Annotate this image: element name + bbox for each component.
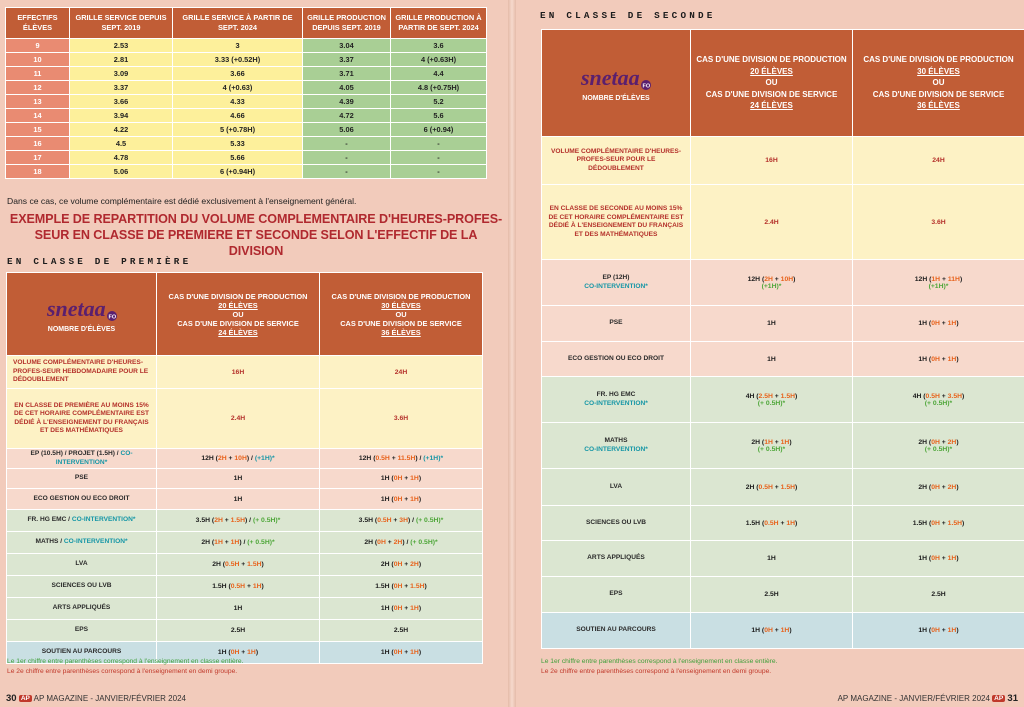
row-label: ECO GESTION OU ECO DROIT (7, 489, 157, 510)
grille-value-cell: 4.78 (70, 151, 173, 165)
grille-row (6, 165, 487, 179)
grille-header-cell: EFFECTIFS ÉLÈVES (6, 8, 70, 39)
value-cell: 2H (0H + 2H) (853, 469, 1024, 506)
grille-value-cell: 5 (+0.78H) (173, 123, 303, 137)
value-cell: 1H (0H + 1H) (320, 489, 483, 510)
footnote-2: Le 2e chiffre entre parenthèses correspond à l'enseignement en demi groupe. (541, 668, 772, 675)
snetaa-logo-icon (43, 295, 121, 325)
grille-value-cell: 6 (+0.94) (391, 123, 487, 137)
effectif-cell: 9 (6, 39, 70, 53)
value-cell: 3.6H (320, 389, 483, 449)
grille-value-cell: 2.81 (70, 53, 173, 67)
grille-value-cell: 5.6 (391, 109, 487, 123)
grille-value-cell: 3.09 (70, 67, 173, 81)
value-cell: 2.5H (853, 577, 1024, 613)
grille-header-cell: GRILLE SERVICE DEPUIS SEPT. 2019 (70, 8, 173, 39)
value-cell: 1H (0H + 1H) (320, 598, 483, 620)
grille-value-cell: 3.66 (70, 95, 173, 109)
snetaa-logo-icon (577, 64, 655, 94)
section-title-seconde: EN CLASSE DE SECONDE (540, 10, 716, 21)
row-label: FR. HG EMC / CO-INTERVENTION* (7, 510, 157, 532)
value-cell: 12H (2H + 10H) (+1H)* (691, 260, 853, 306)
row-label: LVA (7, 554, 157, 576)
effectif-cell: 13 (6, 95, 70, 109)
grille-value-cell: 4.4 (391, 67, 487, 81)
value-cell: 16H (691, 137, 853, 185)
svg-text:FO: FO (642, 83, 651, 89)
grille-value-cell: 4.72 (303, 109, 391, 123)
premiere-table (6, 272, 483, 664)
value-cell: 1.5H (0H + 1.5H) (853, 506, 1024, 541)
grille-value-cell: - (391, 165, 487, 179)
eps-row (542, 577, 1024, 613)
arts-row (542, 541, 1024, 577)
value-cell: 1.5H (0H + 1.5H) (320, 576, 483, 598)
row-label: ARTS APPLIQUÉS (542, 541, 691, 577)
grille-header-cell: GRILLE PRODUCTION DEPUIS SEPT. 2019 (303, 8, 391, 39)
value-cell: 12H (2H + 10H) / (+1H)* (157, 449, 320, 469)
row-label: SCIENCES OU LVB (542, 506, 691, 541)
value-cell: 1H (691, 342, 853, 377)
value-cell: 4H (2.5H + 1.5H) (+ 0.5H)* (691, 377, 853, 423)
value-cell: 1.5H (0.5H + 1H) (157, 576, 320, 598)
column-header-b: CAS D'UNE DIVISION DE PRODUCTION 30 ÉLÈVES OU CAS D'UNE DIVISION DE SERVICE 36 ÉLÈVES (320, 273, 483, 356)
francais-row (7, 510, 483, 532)
grille-value-cell: 3.94 (70, 109, 173, 123)
value-cell: 1H (0H + 1H) (320, 642, 483, 664)
ep-row (542, 260, 1024, 306)
grille-row (6, 67, 487, 81)
page-footer (6, 693, 186, 704)
value-cell: 1H (0H + 1H) (853, 342, 1024, 377)
seconde-table (541, 29, 1024, 649)
value-cell: 3.5H (0.5H + 3H) / (+ 0.5H)* (320, 510, 483, 532)
svg-text:snetaa: snetaa (46, 295, 106, 321)
row-label: MATHS CO-INTERVENTION* (542, 423, 691, 469)
grille-value-cell: 4.39 (303, 95, 391, 109)
value-cell: 1H (0H + 1H) (320, 469, 483, 489)
value-cell: 2.5H (157, 620, 320, 642)
row-label: EN CLASSE DE PREMIÈRE AU MOINS 15% DE CET HORAIRE COMPLÉMENTAIRE EST DÉDIÉ À L'ENSEIGNEMENT DU FRANÇAIS ET DES MATHÉMATIQUES (7, 389, 157, 449)
grille-row (6, 53, 487, 67)
footnote-1: Le 1er chiffre entre parenthèses correspond à l'enseignement en classe entière. (7, 658, 244, 665)
page-title: EXEMPLE DE REPARTITION DU VOLUME COMPLEMENTAIRE D'HEURES-PROFES-SEUR EN CLASSE DE PREMIERE ET SECONDE SELON L'EFFECTIF DE LA DIVISION (9, 212, 503, 258)
value-cell: 12H (1H + 11H) (+1H)* (853, 260, 1024, 306)
grille-value-cell: 2.53 (70, 39, 173, 53)
magazine-issue: AP MAGAZINE - JANVIER/FÉVRIER 2024 (837, 694, 990, 703)
grille-value-cell: 5.06 (70, 165, 173, 179)
grille-value-cell: - (303, 137, 391, 151)
maths-row (542, 423, 1024, 469)
value-cell: 2.5H (320, 620, 483, 642)
magazine-issue: AP MAGAZINE - JANVIER/FÉVRIER 2024 (33, 694, 186, 703)
effectif-cell: 16 (6, 137, 70, 151)
value-cell: 3.5H (2H + 1.5H) / (+ 0.5H)* (157, 510, 320, 532)
grille-row (6, 81, 487, 95)
grille-value-cell: - (391, 137, 487, 151)
grille-row (6, 109, 487, 123)
row-label: SOUTIEN AU PARCOURS (7, 642, 157, 664)
lva-row (7, 554, 483, 576)
grille-header-cell: GRILLE PRODUCTION À PARTIR DE SEPT. 2024 (391, 8, 487, 39)
svg-text:FO: FO (108, 314, 116, 320)
grille-value-cell: 3.04 (303, 39, 391, 53)
grille-value-cell: 4.8 (+0.75H) (391, 81, 487, 95)
value-cell: 24H (853, 137, 1024, 185)
grille-body (6, 39, 487, 179)
row-label: EP (10.5H) / PROJET (1.5H) / CO-INTERVENTION* (7, 449, 157, 469)
grille-value-cell: 5.2 (391, 95, 487, 109)
sciences-row (542, 506, 1024, 541)
header-row (542, 30, 1024, 137)
value-cell: 2H (0H + 2H) / (+ 0.5H)* (320, 532, 483, 554)
ep-row (7, 449, 483, 469)
grille-value-cell: 3.6 (391, 39, 487, 53)
grille-value-cell: 3 (173, 39, 303, 53)
grille-value-cell: 5.06 (303, 123, 391, 137)
grille-value-cell: 3.37 (70, 81, 173, 95)
effectif-cell: 12 (6, 81, 70, 95)
row-label: ECO GESTION OU ECO DROIT (542, 342, 691, 377)
header-row (7, 273, 483, 356)
grille-value-cell: 5.33 (173, 137, 303, 151)
grille-value-cell: 4 (+0.63) (173, 81, 303, 95)
sciences-row (7, 576, 483, 598)
logo-caption: NOMBRE D'ÉLÈVES (582, 94, 650, 102)
effectif-cell: 18 (6, 165, 70, 179)
row-label: SOUTIEN AU PARCOURS (542, 613, 691, 649)
column-header-a: CAS D'UNE DIVISION DE PRODUCTION 20 ÉLÈVES OU CAS D'UNE DIVISION DE SERVICE 24 ÉLÈVES (157, 273, 320, 356)
grille-row (6, 123, 487, 137)
value-cell: 2H (1H + 1H) (+ 0.5H)* (691, 423, 853, 469)
grille-table (5, 7, 487, 179)
svg-text:snetaa: snetaa (581, 64, 640, 90)
row-label: EN CLASSE DE SECONDE AU MOINS 15% DE CET HORAIRE COMPLÉMENTAIRE EST DÉDIÉ À L'ENSEIGNEMENT DU FRANÇAIS ET DES MATHÉMATIQUES (542, 185, 691, 260)
row-label: FR. HG EMC CO-INTERVENTION* (542, 377, 691, 423)
column-header-a: CAS D'UNE DIVISION DE PRODUCTION 20 ÉLÈVES OU CAS D'UNE DIVISION DE SERVICE 24 ÉLÈVES (691, 30, 853, 137)
eco-row (542, 342, 1024, 377)
value-cell: 1.5H (0.5H + 1H) (691, 506, 853, 541)
pse-row (542, 306, 1024, 342)
footnote-2: Le 2e chiffre entre parenthèses correspond à l'enseignement en demi groupe. (7, 668, 238, 675)
arts-row (7, 598, 483, 620)
ap-badge: AP (994, 695, 1004, 702)
grille-value-cell: - (303, 165, 391, 179)
grille-value-cell: 3.37 (303, 53, 391, 67)
row-label: PSE (542, 306, 691, 342)
value-cell: 1H (157, 489, 320, 510)
ap-badge: AP (20, 695, 30, 702)
row-label: EPS (7, 620, 157, 642)
percentage-row (7, 389, 483, 449)
grille-value-cell: - (303, 151, 391, 165)
value-cell: 2H (1H + 1H) / (+ 0.5H)* (157, 532, 320, 554)
row-label: VOLUME COMPLÉMENTAIRE D'HEURES-PROFES-SEUR POUR LE DÉDOUBLEMENT (542, 137, 691, 185)
value-cell: 3.6H (853, 185, 1024, 260)
volume-row (7, 356, 483, 389)
grille-header-row (6, 8, 487, 39)
grille-value-cell: 4.22 (70, 123, 173, 137)
column-header-b: CAS D'UNE DIVISION DE PRODUCTION 30 ÉLÈVES OU CAS D'UNE DIVISION DE SERVICE 36 ÉLÈVES (853, 30, 1024, 137)
soutien-row (542, 613, 1024, 649)
value-cell: 1H (0H + 1H) (853, 541, 1024, 577)
grille-value-cell: 3.71 (303, 67, 391, 81)
value-cell: 1H (0H + 1H) (853, 306, 1024, 342)
value-cell: 12H (0.5H + 11.5H) / (+1H)* (320, 449, 483, 469)
row-label: ARTS APPLIQUÉS (7, 598, 157, 620)
value-cell: 16H (157, 356, 320, 389)
grille-value-cell: 4.05 (303, 81, 391, 95)
effectif-cell: 15 (6, 123, 70, 137)
value-cell: 1H (157, 598, 320, 620)
row-label: EP (12H) CO-INTERVENTION* (542, 260, 691, 306)
grille-value-cell: 6 (+0.94H) (173, 165, 303, 179)
francais-row (542, 377, 1024, 423)
value-cell: 24H (320, 356, 483, 389)
value-cell: 2H (0H + 2H) (320, 554, 483, 576)
value-cell: 2H (0H + 2H) (+ 0.5H)* (853, 423, 1024, 469)
row-label: EPS (542, 577, 691, 613)
page-footer (838, 693, 1018, 704)
row-label: VOLUME COMPLÉMENTAIRE D'HEURES-PROFES-SEUR HEBDOMADAIRE POUR LE DÉDOUBLEMENT (7, 356, 157, 389)
grille-value-cell: 5.66 (173, 151, 303, 165)
grille-value-cell: 3.33 (+0.52H) (173, 53, 303, 67)
volume-row (542, 137, 1024, 185)
page-number: 31 (1007, 693, 1018, 704)
row-label: LVA (542, 469, 691, 506)
row-label: MATHS / CO-INTERVENTION* (7, 532, 157, 554)
logo-cell (542, 30, 691, 137)
grille-value-cell: 4.5 (70, 137, 173, 151)
eco-row (7, 489, 483, 510)
grille-row (6, 39, 487, 53)
grille-value-cell: 4.66 (173, 109, 303, 123)
value-cell: 2H (0.5H + 1.5H) (157, 554, 320, 576)
page-31 (512, 0, 1024, 707)
value-cell: 2.4H (157, 389, 320, 449)
maths-row (7, 532, 483, 554)
grille-value-cell: 4 (+0.63H) (391, 53, 487, 67)
value-cell: 4H (0.5H + 3.5H) (+ 0.5H)* (853, 377, 1024, 423)
value-cell: 1H (0H + 1H) (691, 613, 853, 649)
value-cell: 1H (691, 306, 853, 342)
lva-row (542, 469, 1024, 506)
effectif-cell: 17 (6, 151, 70, 165)
value-cell: 2.5H (691, 577, 853, 613)
page-number: 30 (6, 693, 17, 704)
logo-caption: NOMBRE D'ÉLÈVES (47, 325, 116, 333)
value-cell: 1H (157, 469, 320, 489)
value-cell: 2.4H (691, 185, 853, 260)
grille-row (6, 137, 487, 151)
grille-row (6, 95, 487, 109)
value-cell: 2H (0.5H + 1.5H) (691, 469, 853, 506)
section-title-premiere: EN CLASSE DE PREMIÈRE (7, 256, 192, 267)
eps-row (7, 620, 483, 642)
logo-cell (7, 273, 157, 356)
row-label: PSE (7, 469, 157, 489)
grille-value-cell: - (391, 151, 487, 165)
grille-header-cell: GRILLE SERVICE À PARTIR DE SEPT. 2024 (173, 8, 303, 39)
footnote-1: Le 1er chiffre entre parenthèses correspond à l'enseignement en classe entière. (541, 658, 778, 665)
value-cell: 1H (0H + 1H) (853, 613, 1024, 649)
effectif-cell: 14 (6, 109, 70, 123)
general-note: Dans ce cas, ce volume complémentaire est dédié exclusivement à l'enseignement général. (7, 196, 357, 206)
value-cell: 1H (691, 541, 853, 577)
pse-row (7, 469, 483, 489)
percentage-row (542, 185, 1024, 260)
effectif-cell: 11 (6, 67, 70, 81)
grille-value-cell: 3.66 (173, 67, 303, 81)
grille-value-cell: 4.33 (173, 95, 303, 109)
value-cell: 1H (0H + 1H) (157, 642, 320, 664)
grille-row (6, 151, 487, 165)
effectif-cell: 10 (6, 53, 70, 67)
row-label: SCIENCES OU LVB (7, 576, 157, 598)
